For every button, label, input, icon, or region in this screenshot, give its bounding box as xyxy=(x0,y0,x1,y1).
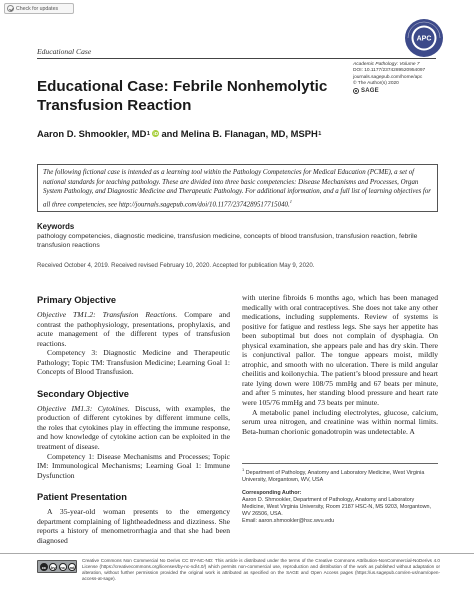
cc-icon: cc xyxy=(41,564,47,570)
copyright: © The Author(s) 2020 xyxy=(353,81,399,87)
secondary-objective-label: Objective IM1.3: Cytokines. xyxy=(37,403,130,413)
license-rule xyxy=(0,553,474,554)
orcid-icon[interactable]: iD xyxy=(153,130,159,136)
keywords-heading: Keywords xyxy=(37,222,75,231)
corresponding-author-text: Aaron D. Shmookler, Department of Pathology, Anatomy and Laboratory Medicine, West Virginia University, Room 2187 HSC-N, MS 9203, Morgantown, WV 26506, USA. xyxy=(242,496,432,517)
case-paragraph-2: A metabolic panel including electrolytes, glucose, calcium, serum urea nitrogen, and creatinine was within normal limits. Beta-human chorionic gonadotropin was undetectable. A xyxy=(242,407,438,436)
author-line xyxy=(37,128,321,139)
journal-logo-icon xyxy=(404,18,444,58)
secondary-objective-body: Discuss, with examples, the production of different cytokines by different immune cells, the roles that cytokines play in effecting the immune response, and how knowledge of cytokine action can be exploited in the treatment of disease. xyxy=(37,403,230,452)
nd-icon: nd xyxy=(69,564,75,570)
right-column xyxy=(242,293,438,436)
footnote-rule xyxy=(242,463,438,464)
check-for-updates-label: Check for updates xyxy=(16,5,59,12)
publisher-name: SAGE xyxy=(361,87,379,94)
journal-url[interactable]: journals.sagepub.com/home/apc xyxy=(353,74,423,80)
primary-objective-text xyxy=(37,310,230,348)
patient-presentation-heading: Patient Presentation xyxy=(37,492,127,503)
footnotes xyxy=(242,466,438,525)
case-paragraph-1: with uterine fibroids 6 months ago, which has been managed medically with oral contraceptives. She does not take any other medications, including supplements. Review of systems is positive for fatigue and restless legs. She says her appetite has been suboptimal but does not complain of dysphagia. On physical examination, she appears pale and has dry skin. There is conjunctival pallor. The tongue appears moist, mildly atrophic, and smooth with no ulceration. There is mild angular cheilitis and koilonychia. The patient’s blood pressure and heart rate lying down were 108/75 mmHg and 67 beats per minute, and after 5 minutes, her standing blood pressure and heart rate were 105/76 mmHg and 73 beats per minute. xyxy=(242,293,438,408)
secondary-competency: Competency 1: Disease Mechanisms and Processes; Topic IM: Immunological Mechanisms; Learning Goal 1: Immune Dysfunction xyxy=(37,451,230,480)
author-1-affiliation: 1 xyxy=(146,130,150,137)
received-dates: Received October 4, 2019. Received revised February 10, 2020. Accepted for publication May 9, 2020. xyxy=(37,262,315,269)
article-title: Educational Case: Febrile Nonhemolytic Transfusion Reaction xyxy=(37,78,328,114)
keywords-list: pathology competencies, diagnostic medicine, transfusion medicine, concepts of blood transfusion, transfusion reaction, febrile transfusion reactions xyxy=(37,233,418,250)
corresponding-author-email[interactable]: Email: aaron.shmookler@hsc.wvu.edu xyxy=(242,517,335,524)
journal-name: Academic Pathology: Volume 7 xyxy=(353,62,420,67)
abstract-footnote-marker: 1 xyxy=(289,198,292,204)
section-tag: Educational Case xyxy=(37,47,92,56)
author-2-affiliation: 1 xyxy=(318,130,322,137)
primary-objective-body: Compare and contrast the pathophysiology, presentations, prophylaxis, and acute management of the different types of transfusion reactions. xyxy=(37,310,230,348)
secondary-objective-heading: Secondary Objective xyxy=(37,388,129,399)
author-2[interactable]: and Melina B. Flanagan, MD, MSPH xyxy=(161,128,318,139)
logo-text: APC xyxy=(416,35,432,43)
journal-meta xyxy=(353,62,449,94)
left-column xyxy=(37,295,230,545)
check-for-updates-badge[interactable] xyxy=(4,3,74,14)
header-rule xyxy=(37,58,436,59)
affiliation-footnote xyxy=(242,466,438,484)
secondary-objective-text xyxy=(37,404,230,452)
patient-presentation-text: A 35-year-old woman presents to the emergency department complaining of lightheadedness and dizziness. She reports a history of menometrorrhagia and that she had been diagnosed xyxy=(37,507,230,545)
check-update-icon xyxy=(7,5,14,12)
abstract-box xyxy=(37,164,438,212)
affiliation-text: Department of Pathology, Anatomy and Laboratory Medicine, West Virginia University, Morgantown, WV, USA xyxy=(242,469,425,483)
nc-icon: nc xyxy=(60,564,66,570)
license-text: Creative Commons Non Commercial No Derivs CC BY-NC-ND: This article is distributed under the terms of the Creative Commons Attribution-NonCommercial-NoDerivs 4.0 License (https://creativecommons.org/licenses/by-nc-nd/4.0/) which permits non-commercial use, reproduction and distribution of the work as published without adaptation or alteration, without further permission provided the original work is attributed as specified on the SAGE and Open Access pages (https://us.sagepub.com/en-us/nam/open-access-at-sage). xyxy=(82,558,440,581)
cc-license-badge[interactable] xyxy=(37,560,77,573)
primary-objective-heading: Primary Objective xyxy=(37,295,117,305)
primary-objective-label: Objective TM1.2: Transfusion Reactions. xyxy=(37,310,178,319)
primary-competency: Competency 3: Diagnostic Medicine and Therapeutic Pathology; Topic TM: Transfusion Medicine; Learning Goal 1: Concepts of Blood Transfusion. xyxy=(37,348,230,377)
abstract-text: The following fictional case is intended as a learning tool within the Pathology Competencies for Medical Education (PCME), a set of national standards for teaching pathology. These are divided into three basic competencies: Disease Mechanisms and Processes, Organ System Pathology, and Diagnostic Medicine and Therapeutic Pathology. For additional information, and a full list of learning objectives for all three competencies, see http://journals.sagepub.com/doi/10.1177/2374289517715040. xyxy=(43,169,431,208)
by-icon: by xyxy=(50,564,56,570)
affiliation-marker: 1 xyxy=(242,467,245,472)
doi[interactable]: DOI: 10.1177/2374289520954097 xyxy=(353,68,426,74)
author-1[interactable]: Aaron D. Shmookler, MD xyxy=(37,128,147,139)
corresponding-author-heading: Corresponding Author: xyxy=(242,489,302,496)
publisher-logo xyxy=(353,88,449,94)
sage-icon xyxy=(353,88,359,94)
